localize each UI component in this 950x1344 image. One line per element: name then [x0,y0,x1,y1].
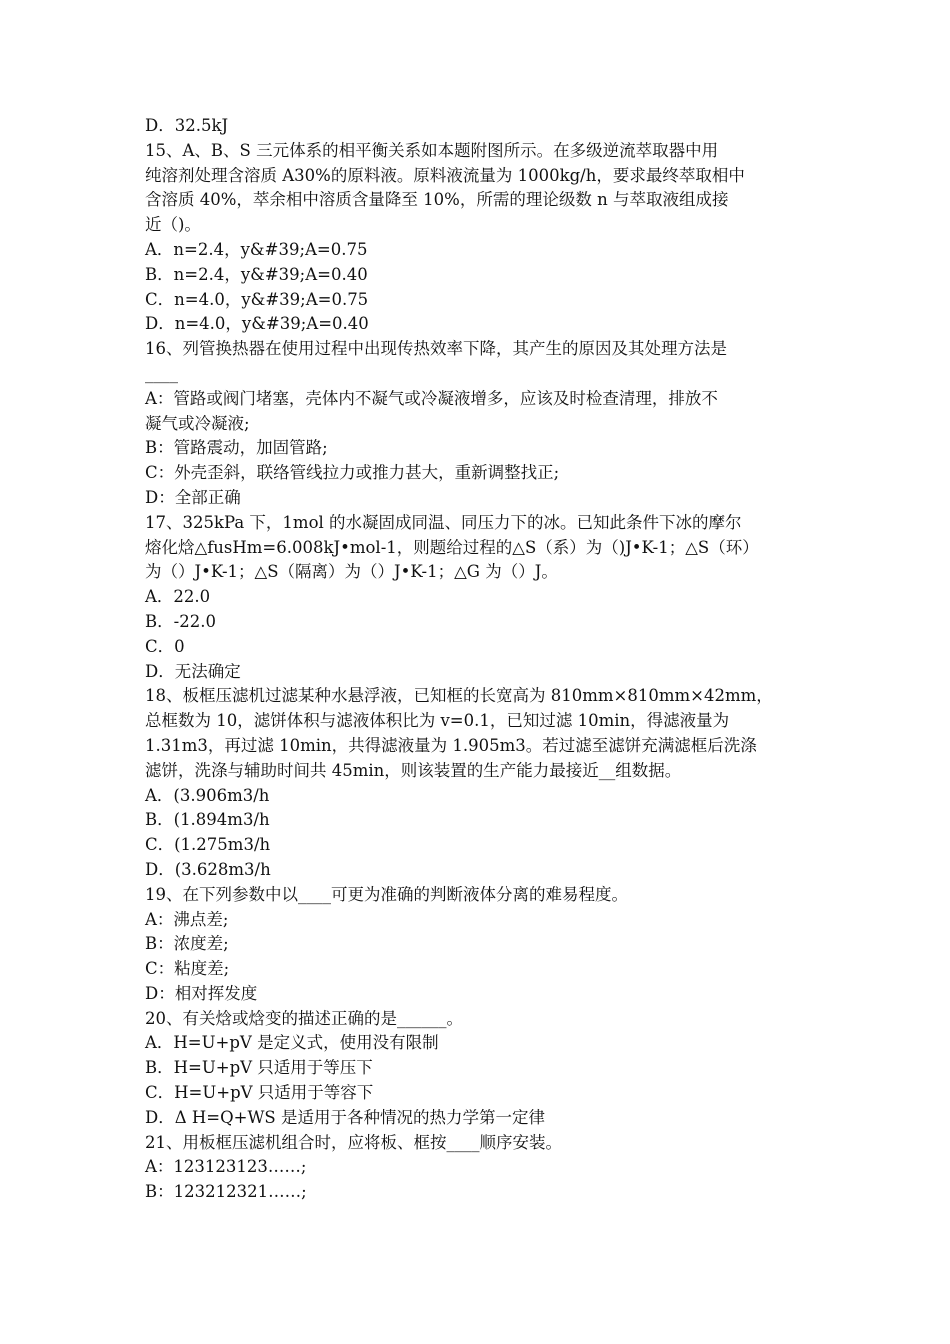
option-b-q17: B．-22.0 [145,611,216,631]
question-20: 20、有关焓或焓变的描述正确的是______。 [145,1008,463,1028]
option-d-q14: D．32.5kJ [145,116,229,135]
option-c-q16: C：外壳歪斜，联络管线拉力或推力甚大，重新调整找正; [145,463,560,483]
option-a-q18: A．(3.906m3/h [145,785,270,805]
question-16-line-1: 16、列管换热器在使用过程中出现传热效率下降，其产生的原因及其处理方法是 [145,339,727,359]
option-a-q17: A．22.0 [145,587,211,607]
option-a-q19: A：沸点差; [145,909,229,929]
question-18-line-1: 18、板框压滤机过滤某种水悬浮液，已知框的长宽高为 810mm×810mm×42mm， [145,686,773,706]
option-a-q16-line-2: 凝气或冷凝液; [145,413,250,433]
option-b-q19: B：浓度差; [145,934,229,954]
option-d-q15: D．n=4.0，y&#39;A=0.40 [145,314,369,334]
question-15-line-2: 纯溶剂处理含溶质 A30%的原料液。原料液流量为 1000kg/h，要求最终萃取相中 [145,165,745,185]
document-page [145,114,807,1205]
option-b-q15: B．n=2.4，y&#39;A=0.40 [145,264,368,284]
question-17-line-3: 为（）J•K-1；△S（隔离）为（）J•K-1；△G 为（）J。 [145,562,558,582]
question-18-line-3: 1.31m3，再过滤 10min，共得滤液量为 1.905m3。若过滤至滤饼充满滤框后洗涤 [145,735,757,755]
option-d-q16: D：全部正确 [145,487,241,507]
option-b-q20: B．H=U+pV 只适用于等压下 [145,1058,373,1078]
option-a-q20: A．H=U+pV 是定义式，使用没有限制 [145,1033,439,1053]
question-19: 19、在下列参数中以____可更为准确的判断液体分离的难易程度。 [145,884,628,904]
option-d-q19: D：相对挥发度 [145,983,258,1003]
option-c-q20: C．H=U+pV 只适用于等容下 [145,1083,374,1103]
option-a-q16-line-1: A：管路或阀门堵塞，壳体内不凝气或冷凝液增多，应该及时检查清理，排放不 [145,388,718,408]
option-b-q18: B．(1.894m3/h [145,810,270,830]
question-21: 21、用板框压滤机组合时，应将板、框按____顺序安装。 [145,1132,562,1152]
question-17-line-1: 17、325kPa 下，1mol 的水凝固成同温、同压力下的冰。已知此条件下冰的摩尔 [145,512,742,532]
option-b-q16: B：管路震动，加固管路; [145,438,328,458]
option-c-q18: C．(1.275m3/h [145,835,271,855]
option-c-q15: C．n=4.0，y&#39;A=0.75 [145,289,369,309]
option-a-q21: A：123123123……; [145,1157,307,1177]
option-c-q19: C：粘度差; [145,959,230,979]
option-d-q17: D．无法确定 [145,661,241,681]
option-b-q21: B：123212321……; [145,1182,307,1202]
option-d-q18: D．(3.628m3/h [145,859,271,879]
option-d-q20: D．Δ H=Q+WS 是适用于各种情况的热力学第一定律 [145,1107,545,1127]
option-a-q15: A．n=2.4，y&#39;A=0.75 [145,239,368,259]
question-15-line-3: 含溶质 40%，萃余相中溶质含量降至 10%，所需的理论级数 n 与萃取液组成接 [145,190,729,210]
question-15-line-1: 15、A、B、S 三元体系的相平衡关系如本题附图所示。在多级逆流萃取器中用 [145,140,719,160]
question-17-line-2: 熔化焓△fusHm=6.008kJ•mol-1，则题给过程的△S（系）为（)J•K-1；△S（环） [145,537,759,557]
question-16-blank: ____ [145,363,178,383]
question-18-line-2: 总框数为 10，滤饼体积与滤液体积比为 v=0.1，已知过滤 10min，得滤液量为 [145,711,730,731]
option-c-q17: C．0 [145,636,185,656]
question-15-line-4: 近（)。 [145,215,201,235]
question-18-line-4: 滤饼，洗涤与辅助时间共 45min，则该装置的生产能力最接近__组数据。 [145,760,682,780]
